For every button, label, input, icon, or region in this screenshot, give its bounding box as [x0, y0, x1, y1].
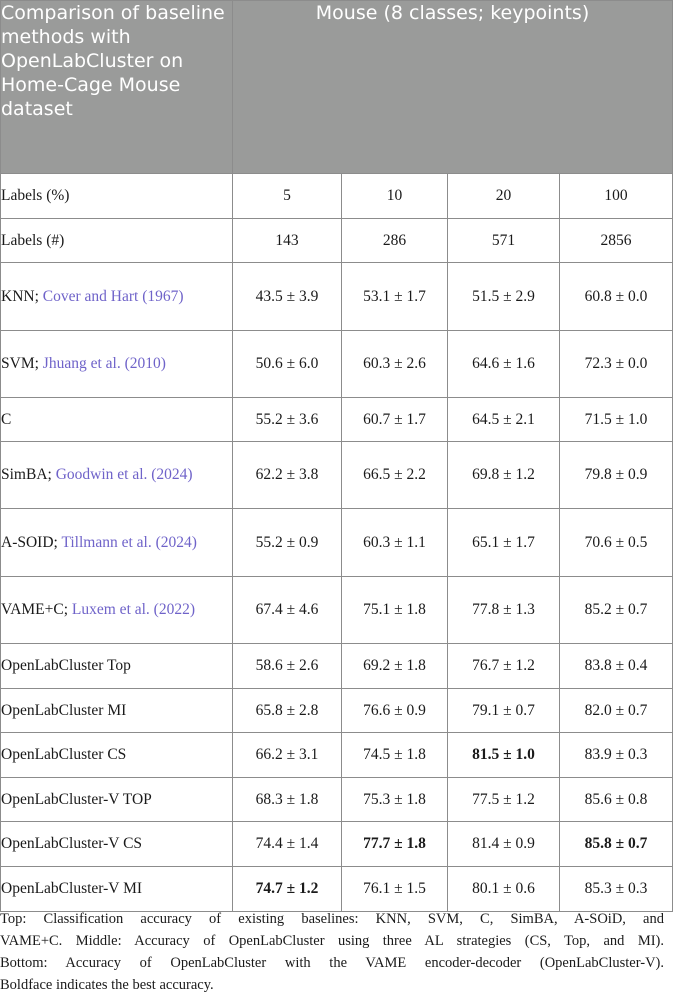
cell: 64.5 ± 2.1: [448, 398, 560, 442]
cell: 286: [342, 219, 448, 263]
row-label: OpenLabCluster-V TOP: [1, 778, 233, 822]
cell: 85.6 ± 0.8: [560, 778, 673, 822]
cell: 60.8 ± 0.0: [560, 263, 673, 331]
cell: 75.3 ± 1.8: [342, 778, 448, 822]
method-name: VAME+C;: [1, 601, 72, 618]
cell: 79.8 ± 0.9: [560, 442, 673, 509]
table-row: [1, 577, 673, 644]
best-cell: 74.7 ± 1.2: [233, 867, 342, 912]
table-footnote: [0, 908, 664, 996]
cell: 60.3 ± 1.1: [342, 509, 448, 577]
row-label: C: [1, 398, 233, 442]
method-name: SimBA;: [1, 466, 56, 483]
cell: 60.7 ± 1.7: [342, 398, 448, 442]
best-cell: 85.8 ± 0.7: [560, 822, 673, 867]
cell: 2856: [560, 219, 673, 263]
group-header: Mouse (8 classes; keypoints): [233, 1, 673, 174]
cell: 55.2 ± 0.9: [233, 509, 342, 577]
cell: 571: [448, 219, 560, 263]
cell: 71.5 ± 1.0: [560, 398, 673, 442]
best-cell: 81.5 ± 1.0: [448, 733, 560, 778]
row-label: OpenLabCluster-V MI: [1, 867, 233, 912]
cell: 76.1 ± 1.5: [342, 867, 448, 912]
footnote-line: Boldface indicates the best accuracy.: [0, 977, 214, 993]
table-row: [1, 778, 673, 822]
cell: 43.5 ± 3.9: [233, 263, 342, 331]
cell: 72.3 ± 0.0: [560, 331, 673, 398]
cell: 79.1 ± 0.7: [448, 689, 560, 733]
row-label: [1, 577, 233, 644]
cell: 77.5 ± 1.2: [448, 778, 560, 822]
cell: 66.5 ± 2.2: [342, 442, 448, 509]
citation-link[interactable]: Cover and Hart (1967): [42, 287, 184, 305]
row-label: OpenLabCluster CS: [1, 733, 233, 778]
cell: 69.2 ± 1.8: [342, 644, 448, 689]
cell: 75.1 ± 1.8: [342, 577, 448, 644]
row-label: [1, 331, 233, 398]
cell: 76.7 ± 1.2: [448, 644, 560, 689]
table-header-row: [1, 1, 673, 174]
cell: 76.6 ± 0.9: [342, 689, 448, 733]
cell: 100: [560, 174, 673, 219]
citation-link[interactable]: Luxem et al. (2022): [71, 601, 196, 618]
cell: 85.2 ± 0.7: [560, 577, 673, 644]
cell: 58.6 ± 2.6: [233, 644, 342, 689]
cell: 83.9 ± 0.3: [560, 733, 673, 778]
citation-link[interactable]: Goodwin et al. (2024): [55, 466, 193, 483]
table-row: [1, 644, 673, 689]
citation-link[interactable]: Jhuang et al. (2010): [42, 355, 166, 372]
cell: 65.8 ± 2.8: [233, 689, 342, 733]
footnote-line: VAME+C. Middle: Accuracy of OpenLabCluster using three AL strategies (CS, Top, and MI).: [0, 933, 664, 949]
cell: 68.3 ± 1.8: [233, 778, 342, 822]
cell: 143: [233, 219, 342, 263]
method-name: KNN;: [1, 287, 43, 305]
method-name: SVM;: [1, 355, 43, 372]
corner-header: Comparison of baseline methods with OpenLabCluster on Home-Cage Mouse dataset: [1, 1, 233, 174]
cell: 70.6 ± 0.5: [560, 509, 673, 577]
cell: 83.8 ± 0.4: [560, 644, 673, 689]
row-label: [1, 442, 233, 509]
table-row: [1, 733, 673, 778]
table-row: [1, 689, 673, 733]
cell: 10: [342, 174, 448, 219]
cell: 20: [448, 174, 560, 219]
row-label: OpenLabCluster-V CS: [1, 822, 233, 867]
citation-link[interactable]: Tillmann et al. (2024): [61, 533, 197, 551]
cell: 69.8 ± 1.2: [448, 442, 560, 509]
table-row: [1, 263, 673, 331]
cell: 77.8 ± 1.3: [448, 577, 560, 644]
cell: 65.1 ± 1.7: [448, 509, 560, 577]
table-row: [1, 398, 673, 442]
row-label: OpenLabCluster MI: [1, 689, 233, 733]
cell: 67.4 ± 4.6: [233, 577, 342, 644]
cell: 82.0 ± 0.7: [560, 689, 673, 733]
table-row: [1, 219, 673, 263]
cell: 64.6 ± 1.6: [448, 331, 560, 398]
cell: 85.3 ± 0.3: [560, 867, 673, 912]
cell: 55.2 ± 3.6: [233, 398, 342, 442]
cell: 50.6 ± 6.0: [233, 331, 342, 398]
cell: 80.1 ± 0.6: [448, 867, 560, 912]
footnote-line: Bottom: Accuracy of OpenLabCluster with the VAME encoder-decoder (OpenLabCluster-V).: [0, 955, 664, 971]
cell: 74.5 ± 1.8: [342, 733, 448, 778]
footnote-line: Top: Classification accuracy of existing baselines: KNN, SVM, C, SimBA, A-SOiD, and: [0, 911, 664, 927]
best-cell: 77.7 ± 1.8: [342, 822, 448, 867]
cell: 60.3 ± 2.6: [342, 331, 448, 398]
row-label: Labels (%): [1, 174, 233, 219]
row-label: Labels (#): [1, 219, 233, 263]
row-label: [1, 263, 233, 331]
cell: 74.4 ± 1.4: [233, 822, 342, 867]
row-label: OpenLabCluster Top: [1, 644, 233, 689]
table-row: [1, 822, 673, 867]
table-row: [1, 174, 673, 219]
row-label: [1, 509, 233, 577]
table-row: [1, 442, 673, 509]
table-row: [1, 331, 673, 398]
cell: 66.2 ± 3.1: [233, 733, 342, 778]
cell: 5: [233, 174, 342, 219]
cell: 81.4 ± 0.9: [448, 822, 560, 867]
table-row: [1, 867, 673, 912]
cell: 51.5 ± 2.9: [448, 263, 560, 331]
method-name: A-SOID;: [1, 533, 62, 551]
cell: 53.1 ± 1.7: [342, 263, 448, 331]
cell: 62.2 ± 3.8: [233, 442, 342, 509]
table-row: [1, 509, 673, 577]
